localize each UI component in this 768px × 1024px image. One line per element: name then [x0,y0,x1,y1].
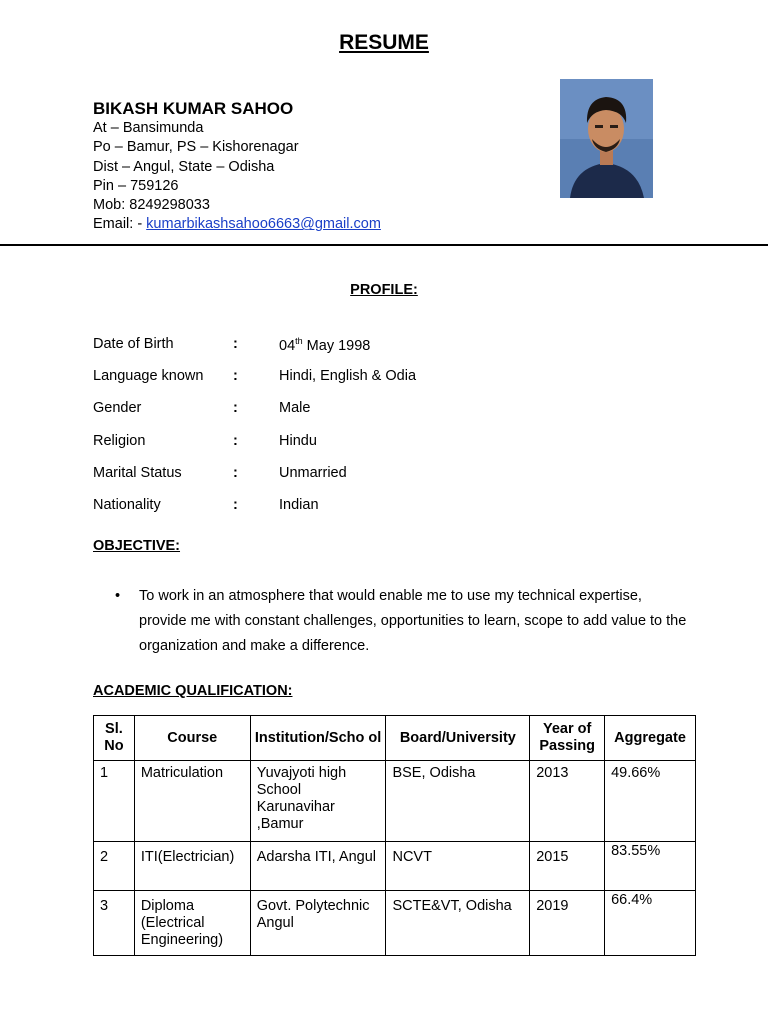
person-photo-icon [560,79,653,198]
profile-value: Male [279,400,311,416]
cell-board: BSE, Odisha [386,761,530,842]
profile-label: Nationality [93,497,161,513]
table-row [94,761,696,842]
cell-course: ITI(Electrician) [134,842,250,891]
cell-course: Matriculation [134,761,250,842]
email-line [93,215,381,234]
cell-year: 2015 [530,842,605,891]
cell-year: 2019 [530,891,605,956]
academic-table [93,715,696,956]
email-label: Email: - [93,216,147,233]
cell-aggregate: 83.55% [605,842,696,891]
profile-label: Religion [93,433,146,449]
profile-label: Date of Birth [93,336,174,352]
cell-institution: Adarsha ITI, Angul [250,842,386,891]
objective-heading: OBJECTIVE: [93,538,181,554]
profile-value: Hindu [279,433,317,449]
table-row [94,891,696,956]
profile-separator: : [233,465,238,481]
cell-institution: Yuvajyoti high School Karunavihar ,Bamur [250,761,386,842]
header-divider [0,244,768,246]
column-header-year: Year of Passing [530,716,605,761]
address-line: At – Bansimunda [93,120,204,136]
profile-label: Language known [93,368,204,384]
cell-year: 2013 [530,761,605,842]
table-row [94,842,696,891]
cell-sl: 3 [94,891,135,956]
profile-separator: : [233,400,238,416]
column-header-institution: Institution/Scho ol [250,716,386,761]
profile-separator: : [233,368,238,384]
mobile-line: Mob: 8249298033 [93,197,210,214]
address-line: Po – Bamur, PS – Kishorenagar [93,139,299,156]
email-link[interactable]: kumarbikashsahoo6663@gmail.com [146,216,381,233]
resume-title: RESUME [339,31,429,54]
profile-label: Gender [93,400,142,416]
profile-value: Indian [279,497,319,513]
academic-heading: ACADEMIC QUALIFICATION: [93,683,293,699]
profile-separator: : [233,433,238,449]
column-header-board: Board/University [386,716,530,761]
cell-aggregate: 49.66% [605,761,696,842]
table-header-row [94,716,696,761]
cell-course: Diploma (Electrical Engineering) [134,891,250,956]
cell-sl: 2 [94,842,135,891]
profile-photo [560,79,653,198]
profile-separator: : [233,497,238,513]
profile-heading: PROFILE: [350,282,418,298]
cell-board: SCTE&VT, Odisha [386,891,530,956]
profile-value: Unmarried [279,465,347,481]
profile-label: Marital Status [93,465,182,481]
profile-value: 04th May 1998 [279,336,371,354]
column-header-sl-no: Sl. No [94,716,135,761]
cell-board: NCVT [386,842,530,891]
profile-separator: : [233,336,238,352]
profile-value: Hindi, English & Odia [279,368,417,384]
cell-aggregate: 66.4% [605,891,696,956]
pin-line: Pin – 759126 [93,177,179,194]
contact-block [93,119,381,235]
column-header-aggregate: Aggregate [605,716,696,761]
candidate-name: BIKASH KUMAR SAHOO [93,99,294,118]
objective-text: To work in an atmosphere that would enable me to use my technical expertise, provide me with constant challenges, opportunities to learn, scope to add value to the organization and make a difference. [139,588,687,654]
column-header-course: Course [134,716,250,761]
cell-institution: Govt. Polytechnic Angul [250,891,386,956]
address-line: Dist – Angul, State – Odisha [93,158,275,175]
cell-sl: 1 [94,761,135,842]
bullet-icon: • [115,588,121,604]
